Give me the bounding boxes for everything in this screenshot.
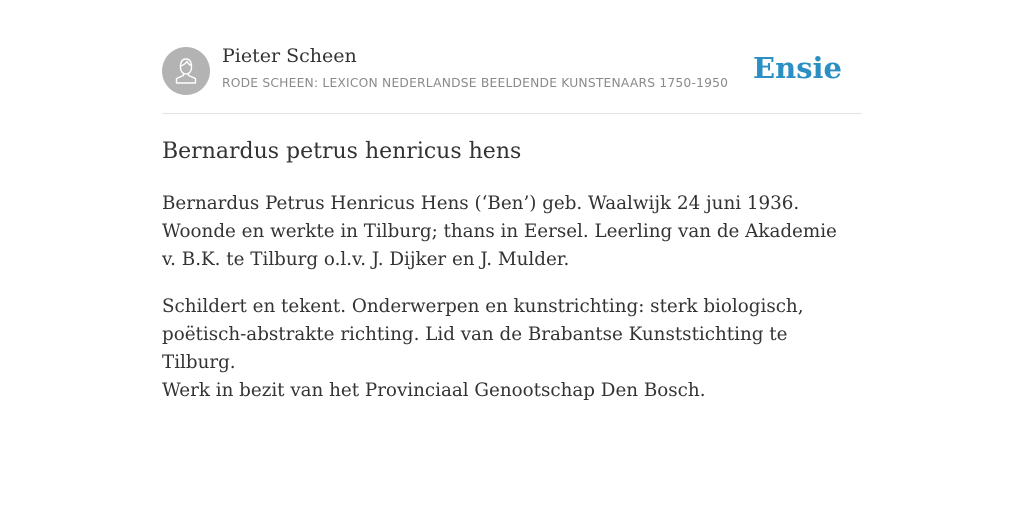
article-paragraph: Bernardus Petrus Henricus Hens (‘Ben’) geb. Waalwijk 24 juni 1936. Woonde en werkte in Tilburg; thans in Eersel. Leerling van de Akademie v. B.K. te Tilburg o.l.v. J. Dijker en J. Mulder. (162, 193, 837, 270)
author-name[interactable]: Pieter Scheen (222, 45, 357, 67)
article-paragraph: Werk in bezit van het Provinciaal Genootschap Den Bosch. (162, 380, 706, 401)
article-title: Bernardus petrus henricus hens (162, 139, 522, 164)
user-silhouette-icon (162, 47, 210, 95)
author-avatar[interactable] (162, 47, 210, 95)
article-header (162, 47, 862, 114)
ensie-logo[interactable]: Ensie (753, 51, 842, 85)
source-title[interactable]: RODE SCHEEN: LEXICON NEDERLANDSE BEELDENDE KUNSTENAARS 1750-1950 (222, 76, 729, 90)
article-paragraph: Schildert en tekent. Onderwerpen en kunstrichting: sterk biologisch, poëtisch-abstrakte richting. Lid van de Brabantse Kunststichting te Tilburg. (162, 296, 804, 373)
